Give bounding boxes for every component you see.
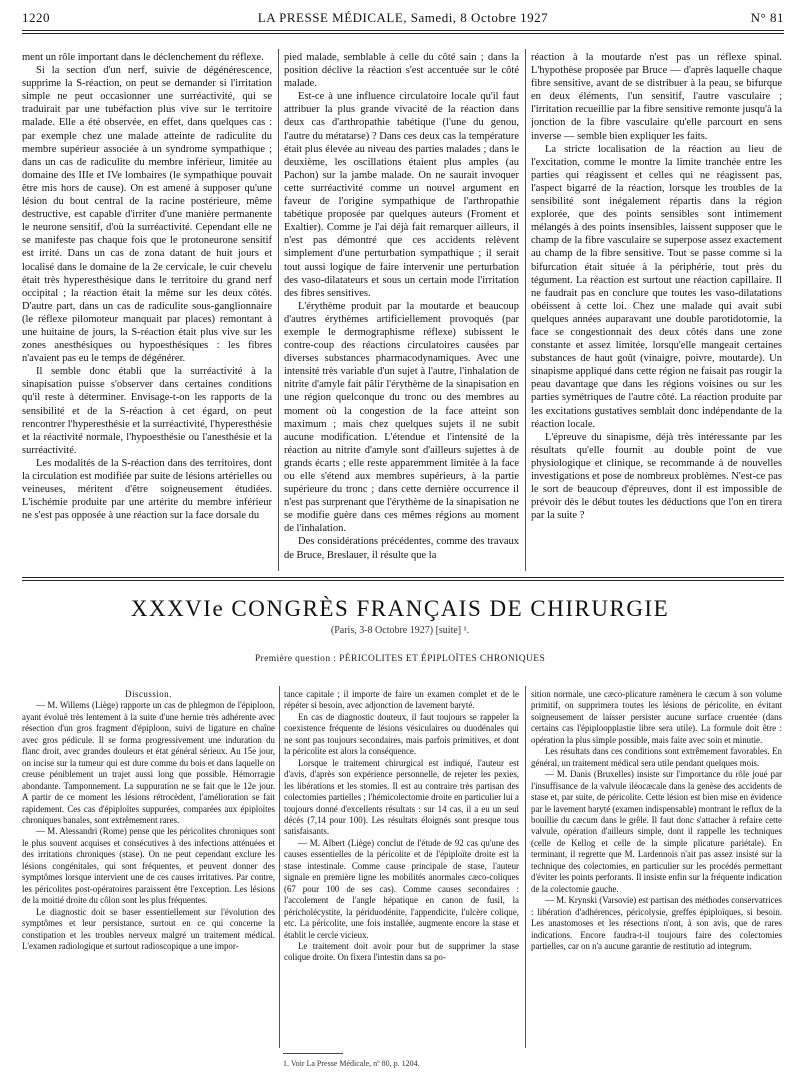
- bottom-column-1: [22, 689, 275, 1047]
- paragraph: — M. Willems (Liège) rapporte un cas de phlegmon de l'épiploon, ayant évolué très lentement à la suite d'une hernie très adhérente avec résection d'un gros fragment d'épiploon, suivi de ligature en chaîne avec gros pédicule. Il se forma progressivement une induration du flanc droit, avec grandes douleurs et état général sérieux. Au 15e jour, on incise sur la tumeur qui est dure comme du bois et dans laquelle on creuse péniblement un trajet aussi long que possible. Hémorragie abondante. Tamponnement. La suppuration ne se fait que le 12e jour. A partir de ce moment les lésions rétrocèdent, l'amélioration se fait rapidement. Ces cas d'épiploïtes suppurées, comparées aux épiploïtes chroniques banales, sont extrêmement rares.: [22, 700, 275, 825]
- page-number: 1220: [22, 10, 50, 25]
- paragraph: — M. Alessandri (Rome) pense que les péricolites chroniques sont le plus souvent acquises et consécutives à des infections atténuées et des irritations chroniques (stase). On ne peut cependant exclure les lésions congénitales, qui sont fréquentes, et peuvent donner des symptômes lorsque intervient une de ces causes irritatives. Par contre, les péricolites post-opératoires paraissent être l'exception. Les lésions de la moitié droite du côlon sont les plus fréquentes.: [22, 826, 275, 906]
- top-column-3: [531, 51, 782, 571]
- paragraph: — M. Danis (Bruxelles) insiste sur l'importance du rôle joué par l'insuffisance de la valvule iléocæcale dans la genèse des accidents de stase et, par suite, de péricolite. Cette lésion est bien mise en évidence par le lavement baryté (examen indispensable) montrant le reflux de la bouillie du cæcum dans le grêle. Il faut donc s'attacher à refaire cette valvule, opération d'ailleurs simple, dont il rappelle les techniques (celle de Kellog et celle de la simple plicature pariétale). En terminant, il regrette que M. Lardennois n'ait pas assez insisté sur la technique des colectomies, en particulier sur les procédés permettant d'éviter les points perforants. Il insiste enfin sur la fréquente indication de la colectomie gauche.: [531, 769, 782, 894]
- paragraph: Si la section d'un nerf, suivie de dégénérescence, supprime la S-réaction, on peut se demander si l'irritation simple ne peut occasionner une surréactivité, qui se traduirait par une tubéfaction plus vive sur le territoire malade. Elle a été observée, en effet, dans quelques cas : par exemple chez une malade atteinte de radiculite du membre supérieur associée à un syndrome sympathique ; dans un cas de radiculite du membre inférieur, limitée au domaine des IIIe et IVe lombaires (le sympathique pouvait être mis hors de cause). On est amené à supposer qu'une lésion du bout central de la racine postérieure, même destructive, est capable d'irriter d'une manière permanente le neurone sensitif, d'où la surréactivité. Cependant elle ne se manifeste pas chaque fois que le protoneurone sensitif est irrité. Dans un cas de zona datant de huit jours et localisé dans le domaine de la 2e cervicale, le cuir chevelu était très hyperesthésique dans le territoire du grand nerf occipital ; la réaction était la même sur les deux côtés. D'autre part, dans un cas de radiculite sous-ganglionnaire (le réflexe pilomoteur manquait par places) remontant à une huitaine de jours, la S-réaction était plus vive sur les zones anesthésiques ou hypoesthésiques : les fibres n'avaient pas eu le temps de dégénérer.: [22, 65, 272, 365]
- column-divider: [525, 49, 526, 571]
- paragraph: Lorsque le traitement chirurgical est indiqué, l'auteur est d'avis, d'après son expérience personnelle, de rejeter les pexies, les libérations et les stomies. Il est au contraire très partisan des colectomies partielles ; l'hémicolectomie droite en particulier lui a toujours donné d'excellents résultats : sur 14 cas, il a eu un seul décès (7,14 pour 100). Les résultats éloignés sont presque tous satisfaisants.: [284, 757, 519, 837]
- running-header: [22, 10, 784, 32]
- column-divider: [279, 686, 280, 1048]
- header-rule-2: [22, 33, 784, 34]
- paragraph: sition normale, une cæco-plicature ramènera le cæcum à son volume primitif, on supprimera toutes les lésions de péricolite, en évitant soigneusement de laisser persister aucune surface cruentée (dans certains cas l'épiploopplastie libre sera utile). La formule doit être : opération la plus simple possible, mais faite avec soin et minutie.: [531, 689, 782, 745]
- bottom-column-3: [531, 689, 782, 1047]
- paragraph: Les modalités de la S-réaction dans des territoires, dont la circulation est modifiée par suite de lésions artérielles ou veineuses, méritent d'être soigneusement étudiées. L'ischémie produite par une artérite du membre inférieur ne s'est pas opposée à une réaction sur la face dorsale du: [22, 457, 272, 522]
- footnote-rule: [283, 1053, 343, 1054]
- top-column-2: [284, 51, 519, 571]
- paragraph: ment un rôle important dans le déclenchement du réflexe.: [22, 52, 264, 63]
- paragraph: Le traitement doit avoir pour but de supprimer la stase colique droite. On fixera l'intestin dans sa po-: [284, 940, 519, 963]
- paragraph: — M. Krynski (Varsovie) est partisan des méthodes conservatrices : libération d'adhérences, péricolysie, greffes épiploïques, si besoin. Les anastomoses et les résections n'ont, à son avis, que de rares indications. Encore faudra-t-il toujours faire des colectomies partielles, car on n'a aucune garantie de restitutio ad integrum.: [531, 895, 782, 951]
- paragraph: Des considérations précédentes, comme des travaux de Bruce, Breslauer, il résulte que la: [284, 536, 519, 561]
- column-divider: [278, 49, 279, 571]
- column-divider: [525, 686, 526, 1048]
- paragraph: tance capitale ; il importe de faire un examen complet et de le répéter si besoin, avec adjonction de lavement baryté.: [284, 689, 519, 711]
- paragraph: réaction à la moutarde n'est pas un réflexe spinal. L'hypothèse proposée par Bruce — d'après laquelle chaque fibre sensitive, avant de se distribuer à la peau, se bifurque en deux éléments, l'un sensitif, l'autre vasculaire ; l'irritation recueillie par la fibre sensitive remonte jusqu'à la jonction de la fibre vasculaire qu'elle parcourt en sens inverse — semble bien expliquer les faits.: [531, 52, 782, 142]
- paragraph: Les résultats dans ces conditions sont extrêmement favorables. En général, un traitement médical sera utile pendant quelques mois.: [531, 746, 782, 768]
- bottom-column-2: [284, 689, 519, 1047]
- paragraph: En cas de diagnostic douteux, il faut toujours se rappeler la coexistence fréquente de lésions vésiculaires ou duodénales qui ne sont pas toujours secondaires, mais parfois primitives, et dont la péricolite est alors la conséquence.: [284, 711, 519, 757]
- paragraph: pied malade, semblable à celle du côté sain ; dans la position déclive la réaction s'est accentuée sur le côté malade.: [284, 52, 519, 90]
- section-rule: [22, 577, 784, 578]
- footnote: 1. Voir La Presse Médicale, nº 80, p. 1204.: [283, 1059, 420, 1068]
- paragraph: Il semble donc établi que la surréactivité à la sinapisation puisse s'observer dans certaines conditions qu'il reste à déterminer. Envisage-t-on les rapports de la sensibilité et de la S-réaction à cet égard, on peut rencontrer l'hyperesthésie et la surréactivité, l'hyperesthésie et la réactivité normale, l'hypoesthésie ou l'anesthésie et la surréactivité.: [22, 366, 272, 456]
- paragraph: L'érythème produit par la moutarde et beaucoup d'autres érythèmes artificiellement provoqués (par exemple le dermographisme réflexe) subissent le contre-coup des réactions circulatoires causées par diverses substances pharmacodynamiques. Avec une intensité très variable d'un sujet à l'autre, l'inhalation de nitrite d'amyle fait pâlir l'érythème de la sinapisation en une région quelconque du tronc ou des membres au moment où la congestion de la face atteint son maximum ; mais chez quelques sujets il ne subit aucune modification. L'étendue et l'intensité de la réaction au nitrite d'amyle sont d'ailleurs sujettes à de grands écarts ; elle reste apparemment limitée à la face ou elle s'étend aux membres supérieurs, à la partie supérieure du tronc ; dans cette dernière occurrence il n'est pas surprenant que l'érythème de la sinapisation ne se modifie guère dans ces mêmes régions au moment de l'inhalation.: [284, 300, 519, 535]
- journal-title: LA PRESSE MÉDICALE, Samedi, 8 Octobre 1927: [257, 10, 549, 25]
- issue-number: N° 81: [750, 10, 784, 25]
- header-rule: [22, 30, 784, 31]
- paragraph: La stricte localisation de la réaction au lieu de l'excitation, comme le montre la limite tranchée entre les parties qui réagissent et celles qui ne réagissent pas, l'aspect bigarré de la réaction, lorsque les troubles de la sensibilité sont inégalement répartis dans la région explorée, que des points sensibles sont intimement mélangés à des points insensibles, laissent supposer que le champ de la fibre vasculaire se superpose assez exactement au champ de la fibre sensitive. Tout se passe comme si la bifurcation était située à la périphérie, tout près du tégument. La réaction est surtout une réaction capillaire. Il ne faudrait pas en conclure que toutes les vaso-dilatations obéissent à cette loi. Chez une malade qui avait subi quelques années auparavant une double parotidotomie, la face se congestionnait des deux côtés dans une zone constante et assez limitée, lorsqu'elle mangeait certaines substances de haut goût (vinaigre, poivre, moutarde). Un sinapisme appliqué dans cette région ne faisait pas rougir la peau davantage que dans les régions voisines ou sur les parties symétriques de l'autre côté. La réaction produite par les excitations gustatives semblait donc indépendante de la réaction locale.: [531, 143, 782, 430]
- discussion-heading: Discussion.: [125, 689, 172, 699]
- section-rule-2: [22, 580, 784, 581]
- section-title: XXXVIe CONGRÈS FRANÇAIS DE CHIRURGIE: [130, 596, 670, 621]
- paragraph: Est-ce à une influence circulatoire locale qu'il faut attribuer la plus grande vivacité de la réaction dans deux cas d'arthropathie tabétique (l'une du genou, l'autre du métatarse) ? Dans ces deux cas la température était plus élevée au niveau des parties malades ; dans le deuxième, les oscillations étaient plus amples (au Pachon) sur la jambe malade. On ne saurait invoquer cette surréactivité comme un nouvel argument en faveur de l'origine sympathique de l'arthropathie tabétique proposée par quelques auteurs (Froment et Exaltier). Comme je l'ai déjà fait remarquer ailleurs, il n'est pas démontré que ces accidents relèvent simplement d'une perturbation sympathique ; il serait tout aussi logique de faire intervenir une perturbation des vaso-dilatateurs et sous un certain mode l'irritation des fibres sensitives.: [284, 91, 519, 299]
- paragraph: L'épreuve du sinapisme, déjà très intéressante par les résultats qu'elle fournit au double point de vue physiologique et clinique, se recommande à de nouvelles investigations et pose de nombreux problèmes. N'est-ce pas le sort de beaucoup d'épreuves, dont il est impossible de prévoir dès le début toutes les déductions que l'on en tirera par la suite ?: [531, 431, 782, 522]
- top-column-1: [22, 51, 272, 571]
- section-dateline: (Paris, 3-8 Octobre 1927) [suite] ¹.: [330, 625, 470, 636]
- section-question: Première question : PÉRICOLITES ET ÉPIPLOÏTES CHRONIQUES: [254, 654, 546, 664]
- paragraph: — M. Albert (Liège) conclut de l'étude de 92 cas qu'une des causes essentielles de la péricolite et de l'épiploïte droite est la stase intestinale. Comme cause principale de stase, l'auteur signale en première ligne les mobilités anormales cæco-coliques (67 pour 100 de ses cas). Comme causes secondaires : l'accolement de l'angle hépatique en canon de fusil, la péricholécystite, la périduodénite, l'appendicite, l'ulcère colique, etc. La péricolite, une fois installée, augmente encore la stase et établit le cercle vicieux.: [284, 837, 519, 940]
- paragraph: Le diagnostic doit se baser essentiellement sur l'évolution des symptômes et leur persistance, surtout en ce qui concerne la constipation et les troubles nerveux malgré un traitement médical. L'examen radiologique et surtout radioscopique a une impor-: [22, 906, 275, 951]
